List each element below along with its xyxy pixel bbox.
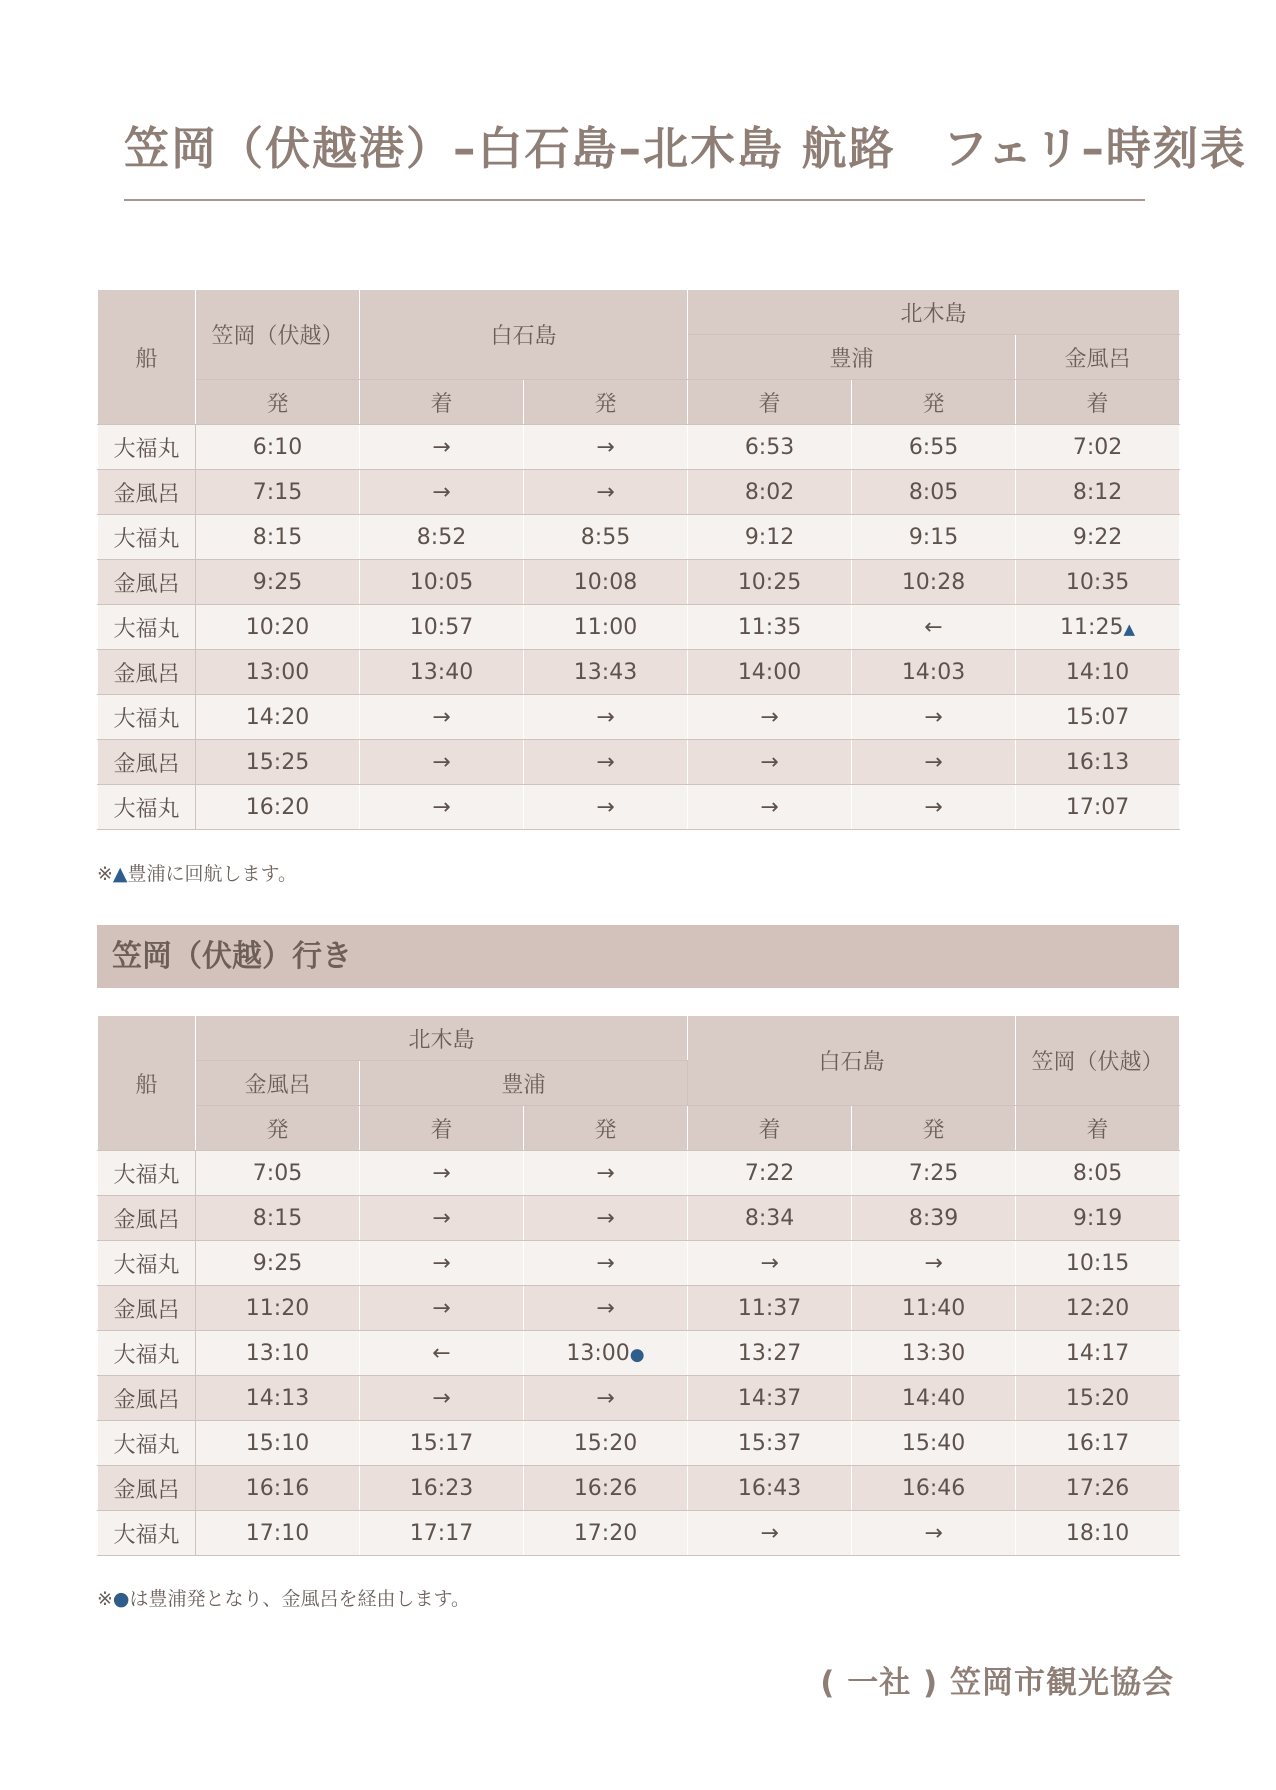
time-value: → bbox=[432, 1205, 451, 1231]
time-cell bbox=[852, 1241, 1016, 1286]
time-value: → bbox=[596, 1385, 615, 1411]
time-value: 17:10 bbox=[245, 1520, 310, 1546]
time-value: ← bbox=[432, 1340, 451, 1366]
time-cell bbox=[852, 1331, 1016, 1376]
time-cell bbox=[688, 740, 852, 785]
time-cell bbox=[1016, 515, 1180, 560]
time-value: → bbox=[596, 749, 615, 775]
time-cell bbox=[360, 1196, 524, 1241]
table-row bbox=[98, 425, 1180, 470]
time-cell bbox=[196, 560, 360, 605]
timetable-outbound bbox=[97, 290, 1180, 830]
time-cell bbox=[360, 1331, 524, 1376]
note-text: 豊浦に回航します。 bbox=[127, 863, 298, 885]
time-cell bbox=[196, 425, 360, 470]
time-value: → bbox=[432, 1295, 451, 1321]
time-cell bbox=[360, 695, 524, 740]
table-row bbox=[98, 695, 1180, 740]
time-value: → bbox=[924, 1250, 943, 1276]
time-cell bbox=[360, 650, 524, 695]
time-value: 13:43 bbox=[573, 659, 638, 685]
table-row bbox=[98, 1331, 1180, 1376]
time-cell bbox=[688, 470, 852, 515]
time-cell bbox=[1016, 1286, 1180, 1331]
time-cell bbox=[688, 1286, 852, 1331]
time-cell bbox=[852, 1376, 1016, 1421]
time-cell bbox=[196, 605, 360, 650]
time-cell bbox=[360, 425, 524, 470]
time-cell bbox=[688, 1421, 852, 1466]
table-row bbox=[98, 1466, 1180, 1511]
time-cell bbox=[688, 1151, 852, 1196]
header-toyoura-arr: 着 bbox=[360, 1106, 524, 1151]
time-value: 11:25 bbox=[1060, 614, 1124, 640]
time-value: → bbox=[760, 1520, 779, 1546]
time-cell bbox=[196, 1421, 360, 1466]
ship-name: 金風呂 bbox=[98, 650, 196, 695]
time-value: 13:40 bbox=[409, 659, 474, 685]
time-cell bbox=[1016, 740, 1180, 785]
time-cell bbox=[688, 1196, 852, 1241]
time-value: → bbox=[924, 794, 943, 820]
time-cell bbox=[1016, 560, 1180, 605]
time-cell bbox=[688, 1511, 852, 1556]
header-kanefuro: 金風呂 bbox=[196, 1061, 360, 1106]
time-cell bbox=[852, 1511, 1016, 1556]
time-cell bbox=[852, 740, 1016, 785]
time-cell bbox=[1016, 650, 1180, 695]
time-value: 9:22 bbox=[1072, 524, 1123, 550]
time-cell bbox=[196, 1466, 360, 1511]
time-value: 11:35 bbox=[737, 614, 802, 640]
time-cell bbox=[1016, 470, 1180, 515]
time-value: → bbox=[760, 749, 779, 775]
time-value: → bbox=[596, 434, 615, 460]
time-cell bbox=[1016, 1196, 1180, 1241]
time-value: 8:39 bbox=[908, 1205, 959, 1231]
time-value: → bbox=[432, 479, 451, 505]
time-value: 7:15 bbox=[252, 479, 303, 505]
time-value: 14:03 bbox=[901, 659, 966, 685]
table-row bbox=[98, 1286, 1180, 1331]
time-cell bbox=[852, 1286, 1016, 1331]
time-cell bbox=[360, 740, 524, 785]
time-cell bbox=[688, 695, 852, 740]
time-value: → bbox=[596, 1160, 615, 1186]
time-cell bbox=[852, 785, 1016, 830]
page-title: 笠岡（伏越港）–白石島–北木島 航路 フェリ–時刻表 bbox=[124, 122, 1247, 175]
time-value: 16:23 bbox=[409, 1475, 474, 1501]
time-cell bbox=[688, 785, 852, 830]
table-row bbox=[98, 650, 1180, 695]
time-cell bbox=[524, 1511, 688, 1556]
time-value: 16:17 bbox=[1065, 1430, 1130, 1456]
table-row bbox=[98, 560, 1180, 605]
time-value: → bbox=[924, 704, 943, 730]
time-value: → bbox=[596, 1250, 615, 1276]
time-value: 17:07 bbox=[1065, 794, 1130, 820]
time-value: → bbox=[596, 1205, 615, 1231]
header-kasaoka-arr: 着 bbox=[1016, 1106, 1180, 1151]
time-value: 14:10 bbox=[1065, 659, 1130, 685]
time-cell bbox=[196, 1331, 360, 1376]
time-cell bbox=[688, 1466, 852, 1511]
time-value: → bbox=[596, 1295, 615, 1321]
time-value: 10:20 bbox=[245, 614, 310, 640]
time-cell bbox=[524, 470, 688, 515]
title-underline bbox=[124, 199, 1145, 201]
time-cell bbox=[196, 1151, 360, 1196]
header-toyoura-dep: 発 bbox=[524, 1106, 688, 1151]
time-value: 11:40 bbox=[901, 1295, 966, 1321]
time-cell bbox=[360, 560, 524, 605]
time-cell bbox=[852, 1196, 1016, 1241]
time-value: 8:05 bbox=[1072, 1160, 1123, 1186]
ship-name: 金風呂 bbox=[98, 470, 196, 515]
ship-name: 金風呂 bbox=[98, 1196, 196, 1241]
time-cell bbox=[524, 1466, 688, 1511]
time-value: 14:20 bbox=[245, 704, 310, 730]
time-cell bbox=[196, 1196, 360, 1241]
time-cell bbox=[524, 785, 688, 830]
time-value: 9:12 bbox=[744, 524, 795, 550]
time-cell bbox=[852, 425, 1016, 470]
time-cell bbox=[196, 1286, 360, 1331]
time-value: → bbox=[760, 704, 779, 730]
time-cell bbox=[360, 1286, 524, 1331]
time-cell bbox=[360, 1466, 524, 1511]
time-value: 6:10 bbox=[252, 434, 303, 460]
ship-name: 大福丸 bbox=[98, 425, 196, 470]
time-cell bbox=[852, 1466, 1016, 1511]
section-title-inbound: 笠岡（伏越）行き bbox=[112, 939, 352, 974]
time-value: → bbox=[432, 1160, 451, 1186]
time-cell bbox=[688, 605, 852, 650]
time-value: → bbox=[760, 794, 779, 820]
footer-organization: ( 一社 ) 笠岡市観光協会 bbox=[820, 1665, 1174, 1701]
time-value: 15:25 bbox=[245, 749, 310, 775]
header-shiraishi-arr: 着 bbox=[688, 1106, 852, 1151]
time-value: 9:25 bbox=[252, 569, 303, 595]
section-band-inbound bbox=[97, 925, 1179, 988]
time-cell bbox=[360, 605, 524, 650]
time-cell bbox=[524, 740, 688, 785]
time-cell bbox=[1016, 1511, 1180, 1556]
time-value: 8:55 bbox=[580, 524, 631, 550]
time-value: 6:53 bbox=[744, 434, 795, 460]
time-value: → bbox=[432, 434, 451, 460]
time-value: → bbox=[596, 704, 615, 730]
time-cell bbox=[524, 650, 688, 695]
time-cell bbox=[852, 470, 1016, 515]
ship-name: 金風呂 bbox=[98, 560, 196, 605]
time-cell bbox=[196, 740, 360, 785]
time-value: 14:17 bbox=[1065, 1340, 1130, 1366]
time-cell bbox=[524, 1151, 688, 1196]
table-row bbox=[98, 785, 1180, 830]
time-value: 15:17 bbox=[409, 1430, 474, 1456]
time-cell bbox=[1016, 695, 1180, 740]
time-cell bbox=[688, 1376, 852, 1421]
time-cell bbox=[1016, 1466, 1180, 1511]
time-cell bbox=[360, 1376, 524, 1421]
time-value: 15:07 bbox=[1065, 704, 1130, 730]
table-row bbox=[98, 605, 1180, 650]
table-row bbox=[98, 515, 1180, 560]
ship-name: 大福丸 bbox=[98, 1421, 196, 1466]
time-value: 9:15 bbox=[908, 524, 959, 550]
time-cell bbox=[524, 695, 688, 740]
time-value: → bbox=[924, 1520, 943, 1546]
ship-name: 金風呂 bbox=[98, 1286, 196, 1331]
time-value: 17:26 bbox=[1065, 1475, 1130, 1501]
table-row bbox=[98, 1421, 1180, 1466]
time-value: 11:20 bbox=[245, 1295, 310, 1321]
time-value: 14:13 bbox=[245, 1385, 310, 1411]
time-cell bbox=[524, 1196, 688, 1241]
time-value: → bbox=[760, 1250, 779, 1276]
table-row bbox=[98, 1241, 1180, 1286]
header-toyoura-arr: 着 bbox=[688, 380, 852, 425]
time-value: → bbox=[924, 749, 943, 775]
header-kasaoka: 笠岡（伏越） bbox=[1016, 1016, 1180, 1106]
time-cell bbox=[852, 695, 1016, 740]
time-value: → bbox=[432, 1385, 451, 1411]
time-value: 16:43 bbox=[737, 1475, 802, 1501]
time-value: ← bbox=[924, 614, 943, 640]
time-cell bbox=[196, 1511, 360, 1556]
time-cell bbox=[1016, 1241, 1180, 1286]
time-value: 7:22 bbox=[744, 1160, 795, 1186]
header-shiraishi-dep: 発 bbox=[524, 380, 688, 425]
time-value: 16:13 bbox=[1065, 749, 1130, 775]
time-cell bbox=[524, 1241, 688, 1286]
time-cell bbox=[524, 1421, 688, 1466]
header-ship: 船 bbox=[98, 290, 196, 425]
header-toyoura-dep: 発 bbox=[852, 380, 1016, 425]
dot-icon: ● bbox=[629, 1344, 645, 1365]
time-cell bbox=[852, 650, 1016, 695]
time-value: → bbox=[432, 704, 451, 730]
time-cell bbox=[360, 1421, 524, 1466]
time-cell bbox=[196, 515, 360, 560]
ship-name: 大福丸 bbox=[98, 1241, 196, 1286]
time-value: 10:08 bbox=[573, 569, 638, 595]
table-row bbox=[98, 1511, 1180, 1556]
time-cell bbox=[852, 605, 1016, 650]
table-row bbox=[98, 470, 1180, 515]
time-value: 8:15 bbox=[252, 524, 303, 550]
time-value: 13:00 bbox=[245, 659, 310, 685]
time-value: 6:55 bbox=[908, 434, 959, 460]
time-cell bbox=[1016, 785, 1180, 830]
time-value: 10:25 bbox=[737, 569, 802, 595]
header-shiraishi-arr: 着 bbox=[360, 380, 524, 425]
time-value: 13:00 bbox=[566, 1340, 630, 1366]
header-kanefuro-dep: 発 bbox=[196, 1106, 360, 1151]
table-row bbox=[98, 740, 1180, 785]
time-value: → bbox=[596, 794, 615, 820]
time-cell bbox=[688, 1331, 852, 1376]
time-value: 15:20 bbox=[1065, 1385, 1130, 1411]
note-inbound bbox=[97, 1584, 470, 1611]
time-value: 12:20 bbox=[1065, 1295, 1130, 1321]
time-value: 17:17 bbox=[409, 1520, 474, 1546]
ship-name: 大福丸 bbox=[98, 785, 196, 830]
header-toyoura: 豊浦 bbox=[688, 335, 1016, 380]
time-value: 7:05 bbox=[252, 1160, 303, 1186]
time-value: 10:35 bbox=[1065, 569, 1130, 595]
time-value: 15:37 bbox=[737, 1430, 802, 1456]
time-value: 17:20 bbox=[573, 1520, 638, 1546]
note-prefix: ※ bbox=[97, 863, 113, 885]
time-cell bbox=[524, 1331, 688, 1376]
time-value: 7:02 bbox=[1072, 434, 1123, 460]
time-cell bbox=[1016, 425, 1180, 470]
note-outbound bbox=[97, 859, 297, 886]
time-cell bbox=[1016, 605, 1180, 650]
time-value: 16:16 bbox=[245, 1475, 310, 1501]
time-cell bbox=[852, 1421, 1016, 1466]
header-shiraishi: 白石島 bbox=[360, 290, 688, 380]
time-cell bbox=[852, 1151, 1016, 1196]
triangle-icon: ▲ bbox=[1123, 619, 1135, 638]
time-cell bbox=[852, 515, 1016, 560]
time-value: → bbox=[596, 479, 615, 505]
header-toyoura: 豊浦 bbox=[360, 1061, 688, 1106]
note-prefix: ※ bbox=[97, 1588, 113, 1610]
time-value: 18:10 bbox=[1065, 1520, 1130, 1546]
header-shiraishi: 白石島 bbox=[688, 1016, 1016, 1106]
time-cell bbox=[360, 515, 524, 560]
time-value: 9:25 bbox=[252, 1250, 303, 1276]
time-cell bbox=[1016, 1151, 1180, 1196]
ship-name: 大福丸 bbox=[98, 605, 196, 650]
timetable-inbound bbox=[97, 1016, 1180, 1556]
time-cell bbox=[1016, 1331, 1180, 1376]
ship-name: 大福丸 bbox=[98, 515, 196, 560]
time-value: 8:05 bbox=[908, 479, 959, 505]
time-cell bbox=[196, 785, 360, 830]
table-row bbox=[98, 1196, 1180, 1241]
time-cell bbox=[196, 1376, 360, 1421]
header-kanefuro-arr: 着 bbox=[1016, 380, 1180, 425]
note-text: は豊浦発となり、金風呂を経由します。 bbox=[129, 1588, 470, 1610]
time-cell bbox=[852, 560, 1016, 605]
time-value: 14:00 bbox=[737, 659, 802, 685]
time-value: 8:12 bbox=[1072, 479, 1123, 505]
time-value: 9:19 bbox=[1072, 1205, 1123, 1231]
table-row bbox=[98, 1376, 1180, 1421]
time-cell bbox=[360, 470, 524, 515]
time-cell bbox=[688, 515, 852, 560]
time-cell bbox=[360, 1511, 524, 1556]
time-cell bbox=[196, 470, 360, 515]
time-cell bbox=[360, 1151, 524, 1196]
time-value: 15:10 bbox=[245, 1430, 310, 1456]
header-kitagi: 北木島 bbox=[196, 1016, 688, 1061]
time-value: 8:52 bbox=[416, 524, 467, 550]
time-value: 11:37 bbox=[737, 1295, 802, 1321]
time-value: 16:26 bbox=[573, 1475, 638, 1501]
time-cell bbox=[196, 695, 360, 740]
table-row bbox=[98, 1151, 1180, 1196]
header-kanefuro: 金風呂 bbox=[1016, 335, 1180, 380]
time-cell bbox=[1016, 1376, 1180, 1421]
time-value: 10:28 bbox=[901, 569, 966, 595]
ship-name: 大福丸 bbox=[98, 1331, 196, 1376]
time-value: 14:37 bbox=[737, 1385, 802, 1411]
time-cell bbox=[524, 1286, 688, 1331]
ship-name: 大福丸 bbox=[98, 695, 196, 740]
time-value: 7:25 bbox=[908, 1160, 959, 1186]
ship-name: 金風呂 bbox=[98, 1376, 196, 1421]
time-value: 10:05 bbox=[409, 569, 474, 595]
time-value: 8:15 bbox=[252, 1205, 303, 1231]
time-value: 14:40 bbox=[901, 1385, 966, 1411]
time-value: 15:40 bbox=[901, 1430, 966, 1456]
time-cell bbox=[688, 650, 852, 695]
time-value: 16:46 bbox=[901, 1475, 966, 1501]
time-value: 8:02 bbox=[744, 479, 795, 505]
time-value: → bbox=[432, 749, 451, 775]
time-cell bbox=[524, 560, 688, 605]
ship-name: 大福丸 bbox=[98, 1511, 196, 1556]
ship-name: 金風呂 bbox=[98, 1466, 196, 1511]
time-value: 15:20 bbox=[573, 1430, 638, 1456]
time-value: → bbox=[432, 794, 451, 820]
time-value: 10:57 bbox=[409, 614, 474, 640]
time-cell bbox=[524, 1376, 688, 1421]
time-cell bbox=[1016, 1421, 1180, 1466]
ship-name: 金風呂 bbox=[98, 740, 196, 785]
header-kitagi: 北木島 bbox=[688, 290, 1180, 335]
dot-icon: ● bbox=[112, 1588, 130, 1610]
time-cell bbox=[360, 785, 524, 830]
header-kasaoka-dep: 発 bbox=[196, 380, 360, 425]
time-cell bbox=[688, 1241, 852, 1286]
time-value: 16:20 bbox=[245, 794, 310, 820]
ship-name: 大福丸 bbox=[98, 1151, 196, 1196]
time-value: 13:30 bbox=[901, 1340, 966, 1366]
time-cell bbox=[196, 650, 360, 695]
triangle-icon: ▲ bbox=[112, 863, 128, 885]
time-value: 8:34 bbox=[744, 1205, 795, 1231]
header-ship: 船 bbox=[98, 1016, 196, 1151]
time-cell bbox=[524, 425, 688, 470]
time-cell bbox=[688, 560, 852, 605]
time-cell bbox=[196, 1241, 360, 1286]
time-value: 10:15 bbox=[1065, 1250, 1130, 1276]
time-value: 11:00 bbox=[573, 614, 638, 640]
time-cell bbox=[360, 1241, 524, 1286]
time-cell bbox=[524, 515, 688, 560]
time-value: → bbox=[432, 1250, 451, 1276]
header-kasaoka: 笠岡（伏越） bbox=[196, 290, 360, 380]
header-shiraishi-dep: 発 bbox=[852, 1106, 1016, 1151]
time-value: 13:27 bbox=[737, 1340, 802, 1366]
time-value: 13:10 bbox=[245, 1340, 310, 1366]
time-cell bbox=[688, 425, 852, 470]
time-cell bbox=[524, 605, 688, 650]
